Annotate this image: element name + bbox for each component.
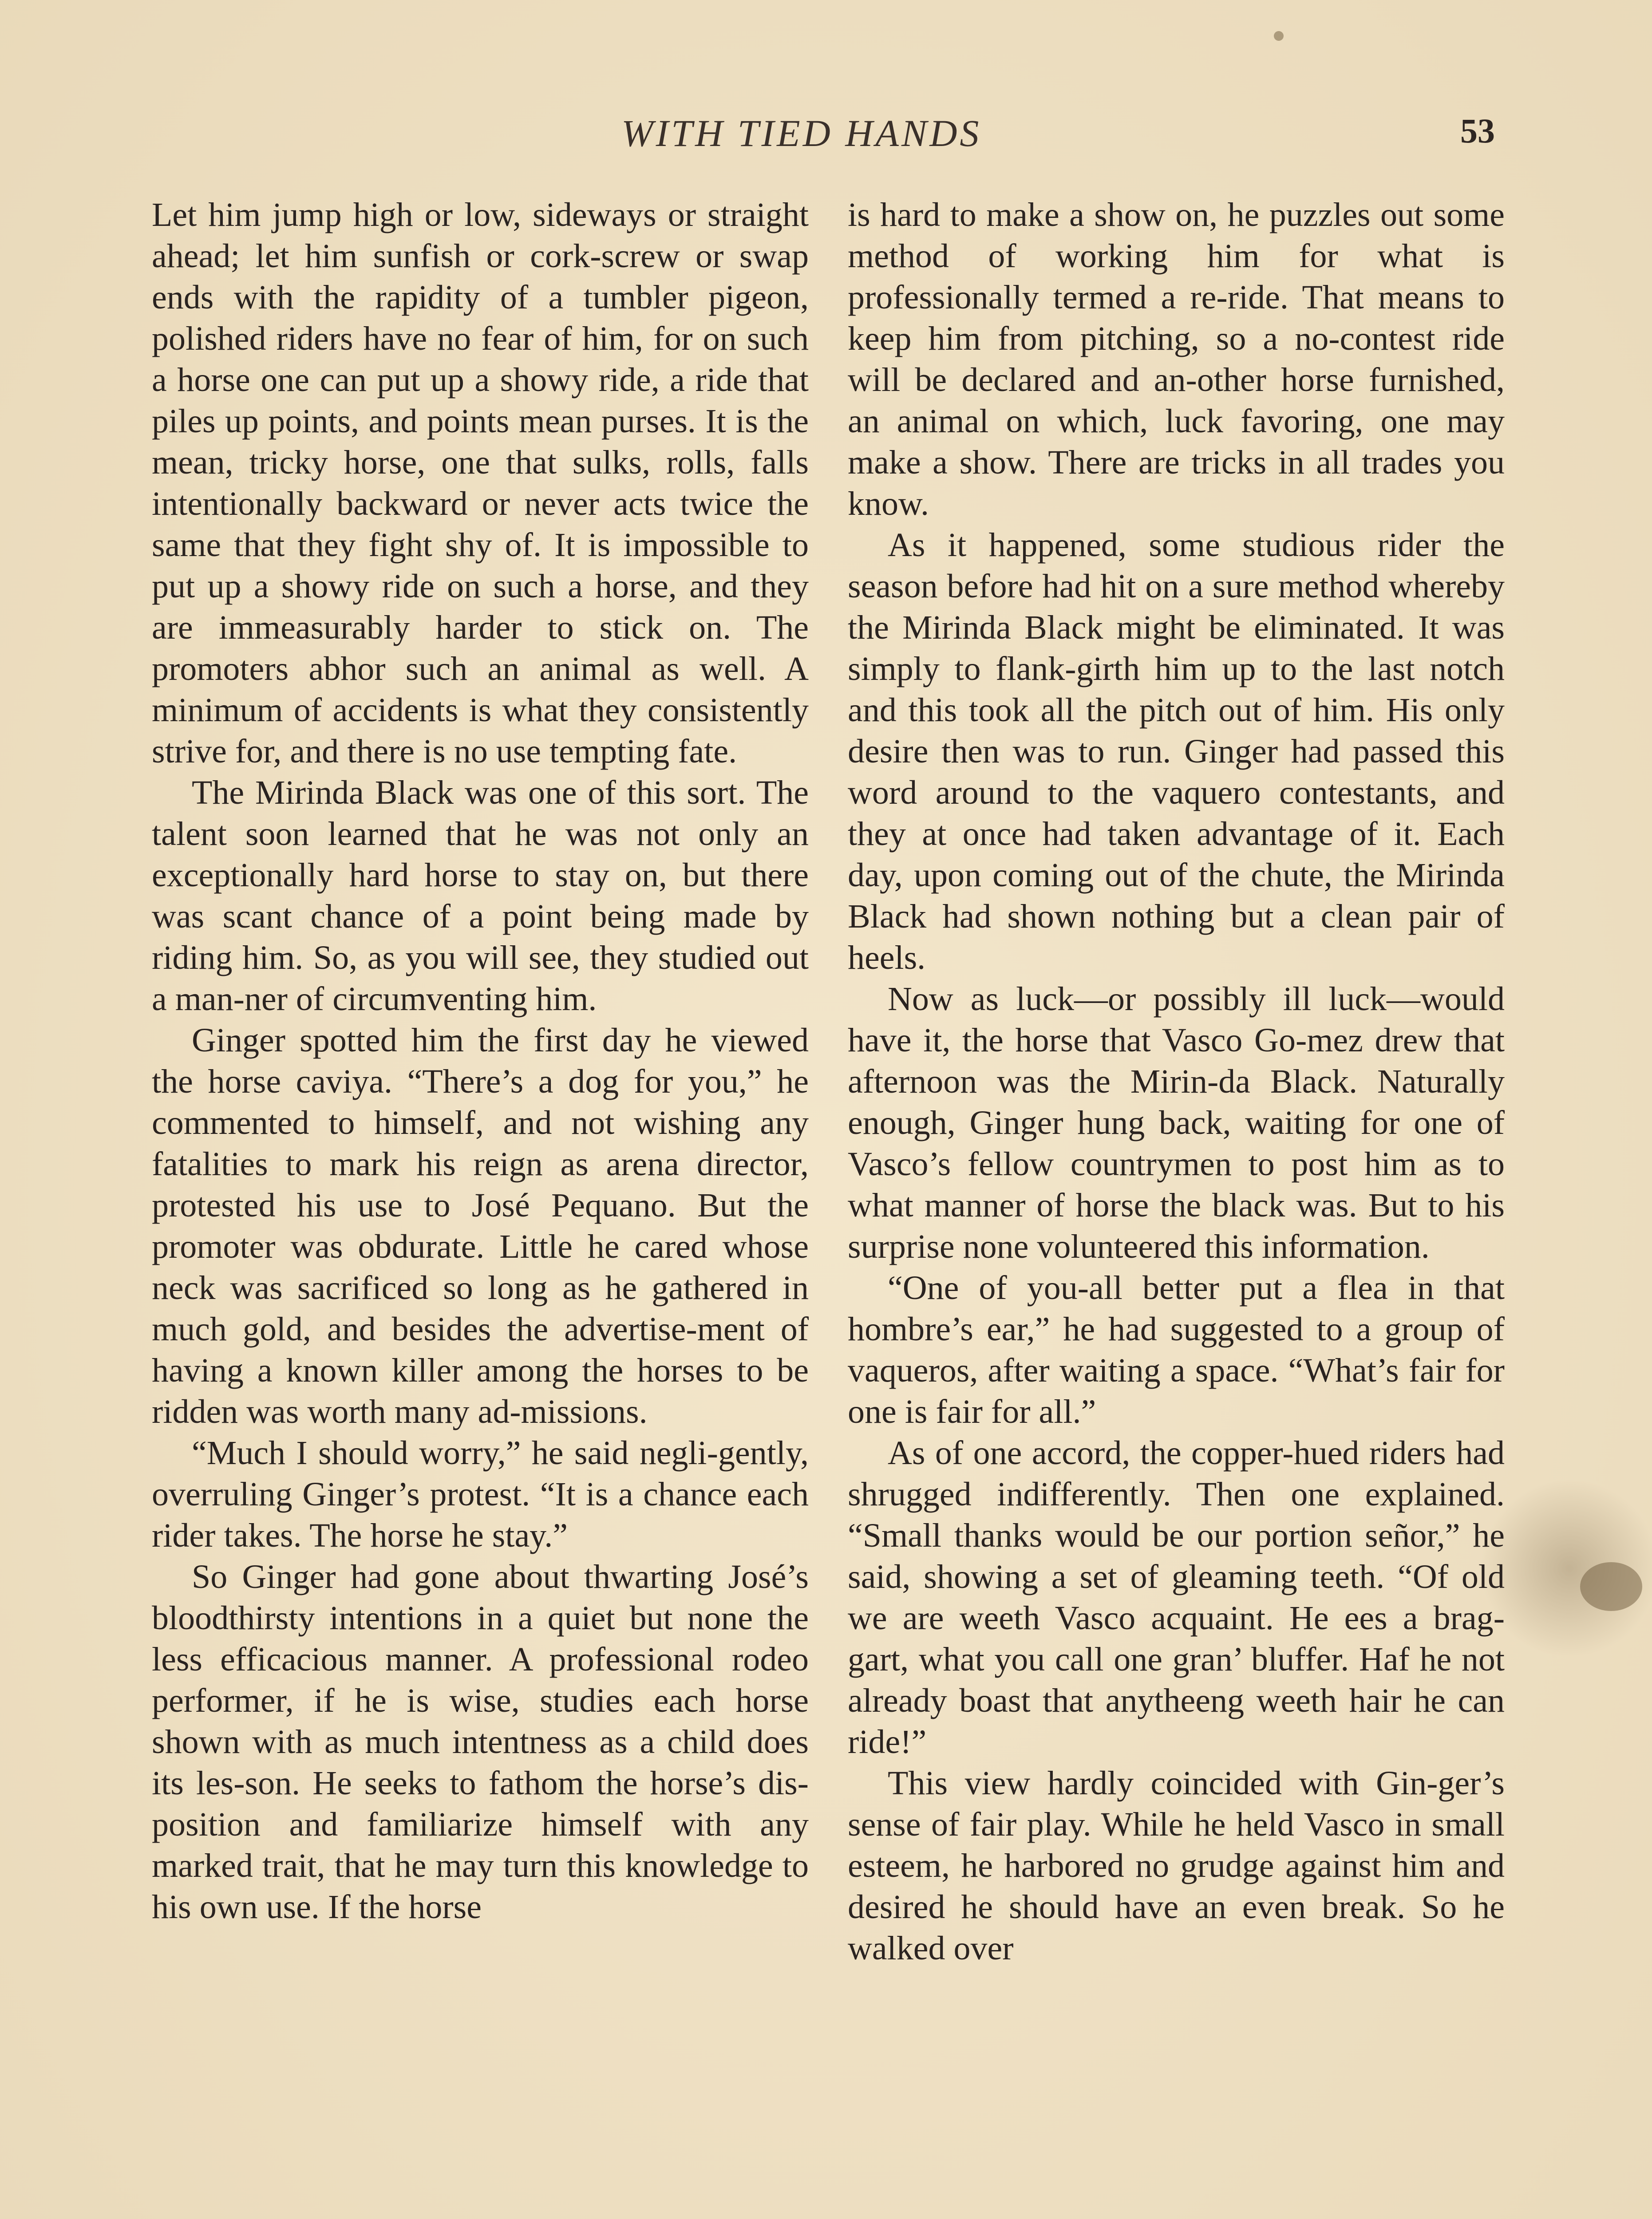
paragraph: “Much I should worry,” he said negli-gently, overruling Ginger’s protest. “It is a chance each rider takes. The horse he stay.” (152, 1434, 809, 1554)
paragraph: So Ginger had gone about thwarting José’s bloodthirsty intentions in a quiet but none the less efficacious manner. A professional rodeo performer, if he is wise, studies each horse shown with as much intentness as a child does its les-son. He seeks to fathom the horse’s dis-position and familiarize himself with any marked trait, that he may turn this knowledge to his own use. If the horse (152, 1558, 809, 1926)
paragraph: This view hardly coincided with Gin-ger’s sense of fair play. While he held Vasco in small esteem, he harbored no grudge against him and desired he should have an even break. So he walked over (848, 1765, 1505, 1967)
left-column (152, 194, 809, 1928)
running-title: WITH TIED HANDS (621, 112, 982, 154)
right-column (848, 194, 1505, 1969)
paragraph: Let him jump high or low, sideways or straight ahead; let him sunfish or cork-screw or swap ends with the rapidity of a tumbler pigeon, polished riders have no fear of him, for on such a horse one can put up a showy ride, a ride that piles up points, and points mean purses. It is the mean, tricky horse, one that sulks, rolls, falls intentionally backward or never acts twice the same that they fight shy of. It is impossible to put up a showy ride on such a horse, and they are immeasurably harder to stick on. The promoters abhor such an animal as well. A minimum of accidents is what they consistently strive for, and there is no use tempting fate. (152, 196, 809, 770)
paragraph: As of one accord, the copper-hued riders had shrugged indifferently. Then one explained. “Small thanks would be our portion señor,” he said, showing a set of gleaming teeth. “Of old we are weeth Vasco acquaint. He ees a brag-gart, what you call one gran’ bluffer. Haf he not already boast that anytheeng weeth hair he can ride!” (848, 1434, 1505, 1761)
paragraph: Now as luck—or possibly ill luck—would have it, the horse that Vasco Go-mez drew that afternoon was the Mirin-da Black. Naturally enough, Ginger hung back, waiting for one of Vasco’s fellow countrymen to post him as to what manner of horse the black was. But to his surprise none volunteered this information. (848, 980, 1505, 1265)
paragraph: As it happened, some studious rider the season before had hit on a sure method whereby the Mirinda Black might be eliminated. It was simply to flank-girth him up to the last notch and this took all the pitch out of him. His only desire then was to run. Ginger had passed this word around to the vaquero contestants, and they at once had taken advantage of it. Each day, upon coming out of the chute, the Mirinda Black had shown nothing but a clean pair of heels. (848, 526, 1505, 976)
paragraph: is hard to make a show on, he puzzles out some method of working him for what is professionally termed a re-ride. That means to keep him from pitching, so a no-contest ride will be declared and an-other horse furnished, an animal on which, luck favoring, one may make a show. There are tricks in all trades you know. (848, 196, 1505, 522)
paper-stain (1580, 1562, 1642, 1611)
paragraph: Ginger spotted him the first day he viewed the horse caviya. “There’s a dog for you,” he commented to himself, and not wishing any fatalities to mark his reign as arena director, protested his use to José Pequano. But the promoter was obdurate. Little he cared whose neck was sacrificed so long as he gathered in much gold, and besides the advertise-ment of having a known killer among the horses to be ridden was worth many ad-missions. (152, 1022, 809, 1430)
paragraph: “One of you-all better put a flea in that hombre’s ear,” he had suggested to a group of vaqueros, after waiting a space. “What’s fair for one is fair for all.” (848, 1269, 1505, 1430)
running-head (0, 107, 1652, 160)
paper-speck (1274, 31, 1284, 41)
paragraph: The Mirinda Black was one of this sort. The talent soon learned that he was not only an exceptionally hard horse to stay on, but there was scant chance of a point being made by riding him. So, as you will see, they studied out a man-ner of circumventing him. (152, 774, 809, 1018)
page-number: 53 (1460, 111, 1495, 150)
